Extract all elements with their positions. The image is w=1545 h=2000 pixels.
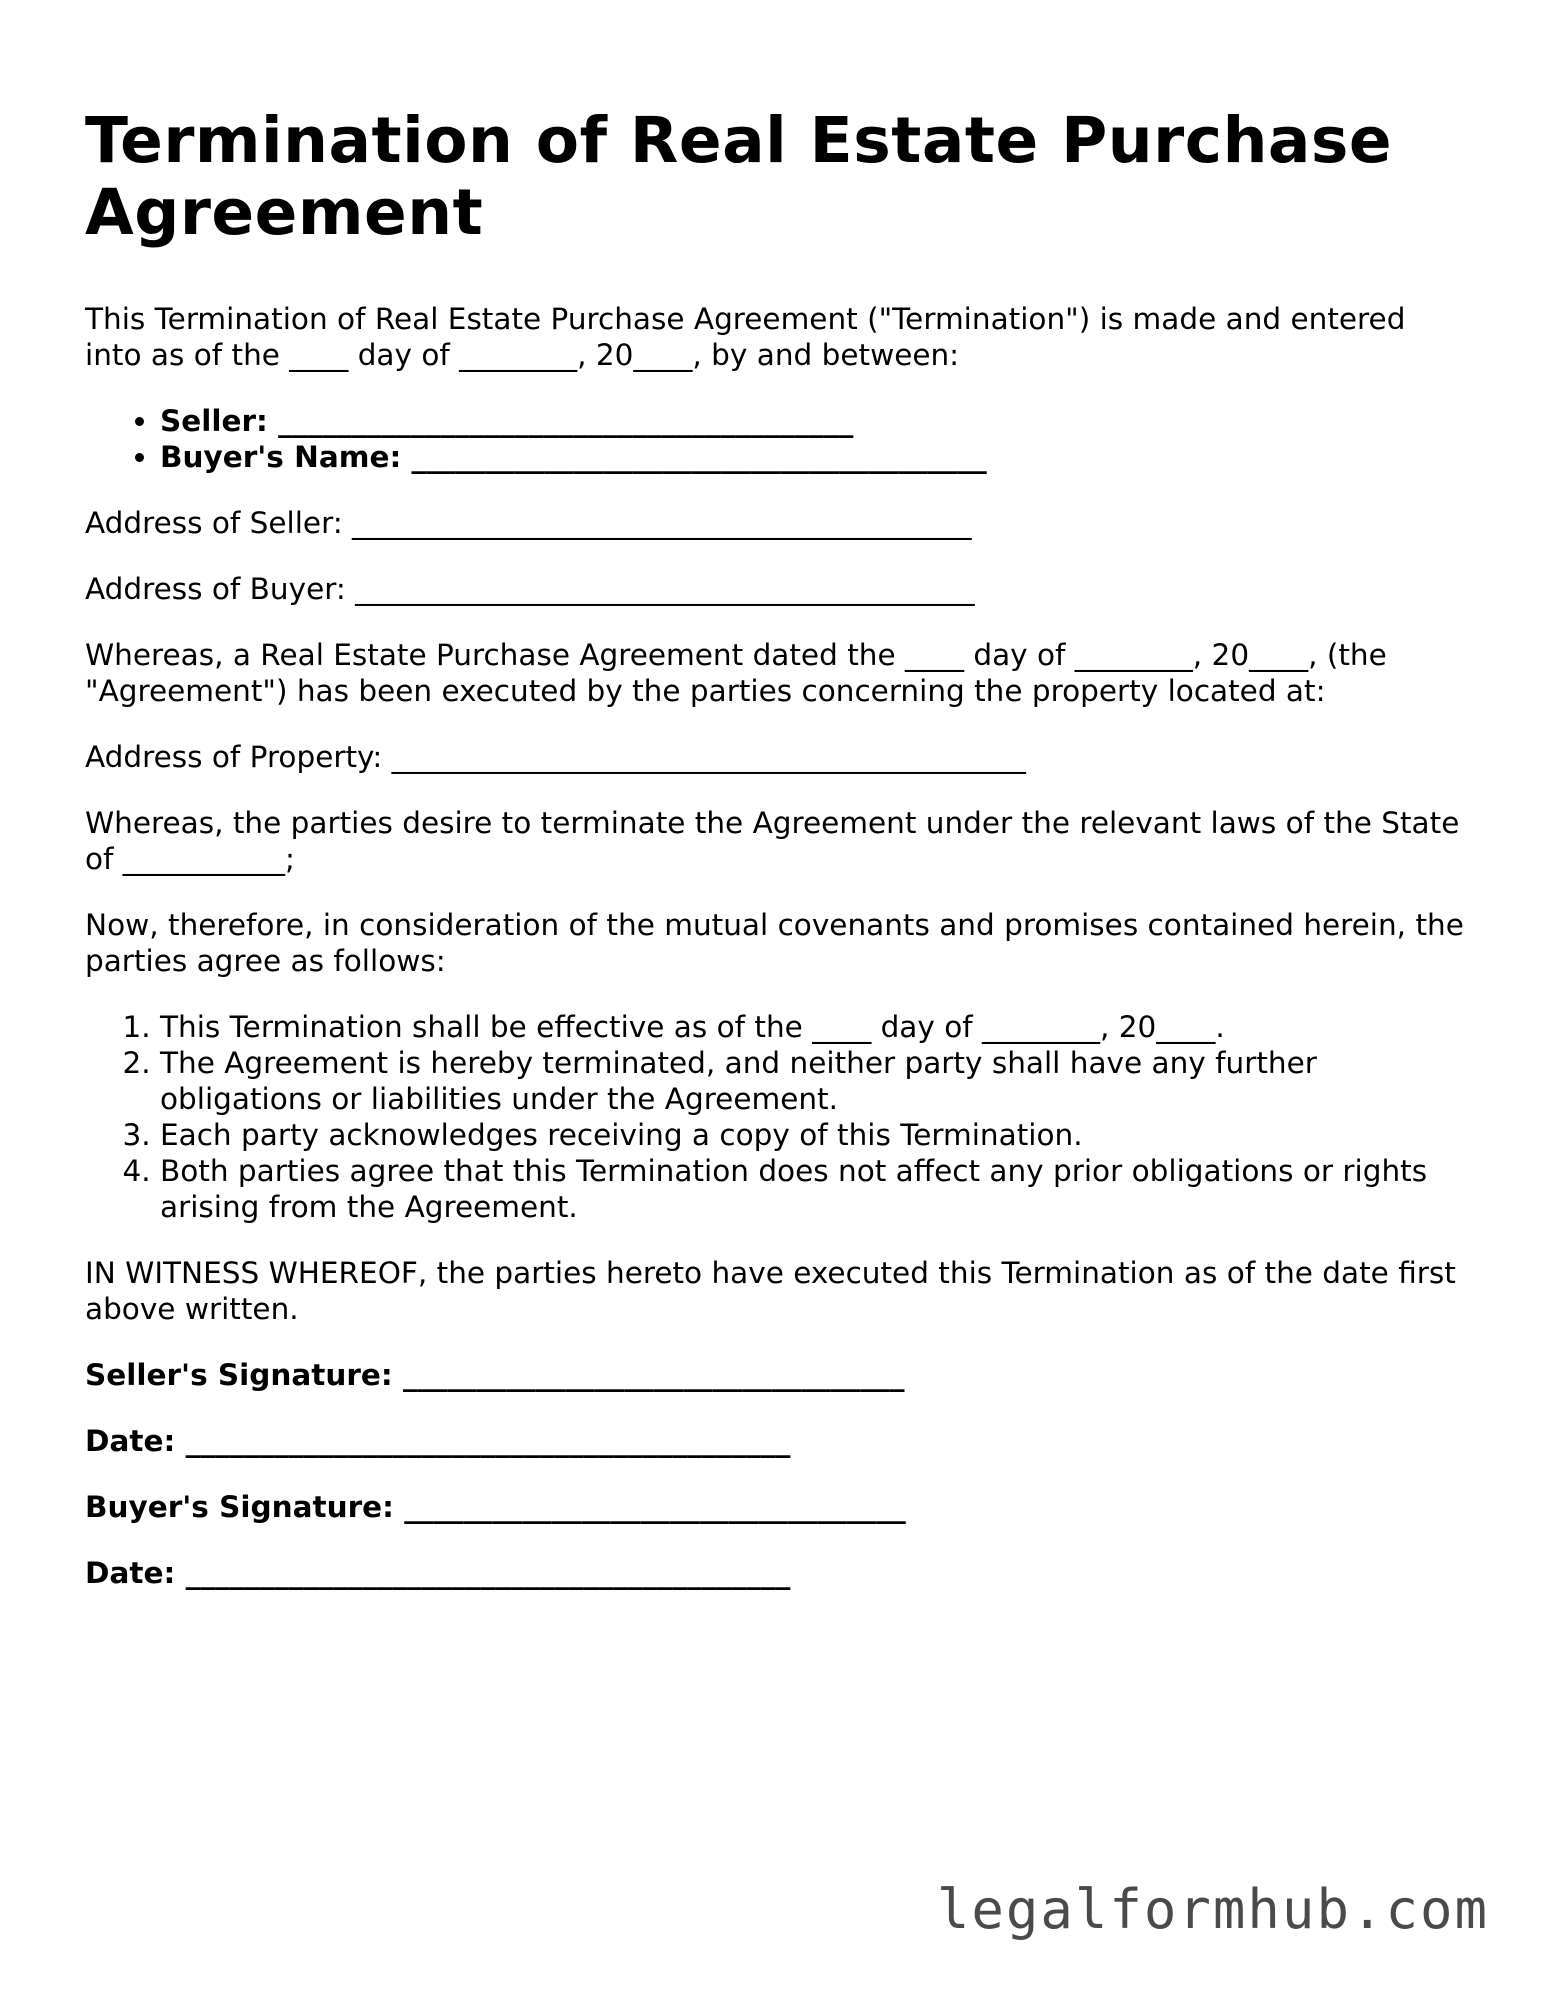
address-of-property: Address of Property: ___________________________________________	[85, 740, 1026, 774]
seller-signature-line: Seller's Signature: __________________________________	[85, 1358, 905, 1392]
now-therefore-paragraph: Now, therefore, in consideration of the mutual covenants and promises contained herein, the parties agree as follows:	[85, 908, 1464, 978]
party-buyer: • Buyer's Name: _______________________________________	[160, 439, 1465, 475]
term-item: 2. The Agreement is hereby terminated, and neither party shall have any further obligations or liabilities under the Agreement.	[160, 1045, 1465, 1117]
term-item: 1. This Termination shall be effective as of the ____ day of ________, 20____.	[160, 1009, 1465, 1045]
buyer-date-line: Date: _________________________________________	[85, 1556, 791, 1590]
witness-paragraph: IN WITNESS WHEREOF, the parties hereto have executed this Termination as of the date first above written.	[85, 1256, 1456, 1326]
document-title: Termination of Real Estate Purchase Agreement	[85, 104, 1393, 249]
whereas-terminate-paragraph: Whereas, the parties desire to terminate the Agreement under the relevant laws of the State of ___________;	[85, 806, 1460, 876]
term-item: 4. Both parties agree that this Termination does not affect any prior obligations or rights arising from the Agreement.	[160, 1153, 1465, 1225]
party-seller: • Seller: _______________________________________	[160, 403, 1465, 439]
parties-list	[85, 403, 1465, 475]
terms-list	[85, 1009, 1465, 1225]
address-of-buyer: Address of Buyer: __________________________________________	[85, 572, 975, 606]
whereas-agreement-paragraph: Whereas, a Real Estate Purchase Agreement dated the ____ day of ________, 20____, (the "Agreement") has been executed by the parties concerning the property located at:	[85, 638, 1387, 708]
seller-date-line: Date: _________________________________________	[85, 1424, 791, 1458]
watermark-logo-text: legalformhub.com	[936, 1878, 1489, 1941]
address-of-seller: Address of Seller: __________________________________________	[85, 506, 972, 540]
document-page	[85, 105, 1465, 1591]
buyer-signature-line: Buyer's Signature: __________________________________	[85, 1490, 906, 1524]
term-item: 3. Each party acknowledges receiving a copy of this Termination.	[160, 1117, 1465, 1153]
intro-paragraph: This Termination of Real Estate Purchase Agreement ("Termination") is made and entered into as of the ____ day of ________, 20____, by and between:	[85, 302, 1406, 372]
